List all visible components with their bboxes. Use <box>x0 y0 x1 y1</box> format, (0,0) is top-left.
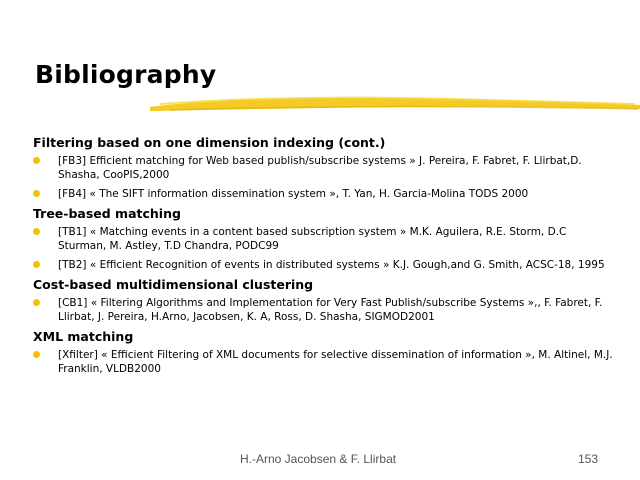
reference-item <box>33 225 613 253</box>
bullet-icon <box>33 228 40 235</box>
reference-text: [CB1] « Filtering Algorithms and Implementation for Very Fast Publish/subscribe Systems »,, F. Fabret, F. Llirbat, J. Pereira, H.Arno, Jacobsen, K. A, Ross, D. Shasha, SIGMOD2001 <box>58 297 603 323</box>
reference-text: [FB3] Efficient matching for Web based publish/subscribe systems » J. Pereira, F. Fabret, F. Llirbat,D. Shasha, CooPIS,2000 <box>58 155 582 181</box>
bullet-icon <box>33 299 40 306</box>
bullet-icon <box>33 157 40 164</box>
section-heading: Cost-based multidimensional clustering <box>33 277 314 292</box>
reference-list <box>33 225 613 272</box>
reference-item <box>33 187 613 201</box>
reference-list <box>33 348 613 376</box>
section-heading: XML matching <box>33 329 134 344</box>
bullet-icon <box>33 190 40 197</box>
section-heading: Tree-based matching <box>33 206 181 221</box>
slide-title: Bibliography <box>35 60 217 89</box>
reference-list <box>33 154 613 201</box>
reference-item <box>33 296 613 324</box>
reference-item <box>33 258 613 272</box>
bullet-icon <box>33 261 40 268</box>
reference-text: [FB4] « The SIFT information dissemination system », T. Yan, H. Garcia-Molina TODS 2000 <box>58 188 529 200</box>
page-number: 153 <box>578 452 599 466</box>
title-underline-brushstroke <box>150 93 640 115</box>
section-heading: Filtering based on one dimension indexing (cont.) <box>33 135 386 150</box>
footer-author: H.-Arno Jacobsen & F. Llirbat <box>240 452 397 466</box>
bibliography-content <box>33 135 613 381</box>
reference-text: [TB2] « Efficient Recognition of events in distributed systems » K.J. Gough,and G. Smith, ACSC-18, 1995 <box>58 259 605 271</box>
reference-text: [Xfilter] « Efficient Filtering of XML documents for selective dissemination of information », M. Altinel, M.J. Franklin, VLDB2000 <box>58 349 613 375</box>
reference-item <box>33 348 613 376</box>
reference-item <box>33 154 613 182</box>
reference-text: [TB1] « Matching events in a content based subscription system » M.K. Aguilera, R.E. Storm, D.C Sturman, M. Astley, T.D Chandra, PODC99 <box>58 226 567 252</box>
bullet-icon <box>33 351 40 358</box>
reference-list <box>33 296 613 324</box>
